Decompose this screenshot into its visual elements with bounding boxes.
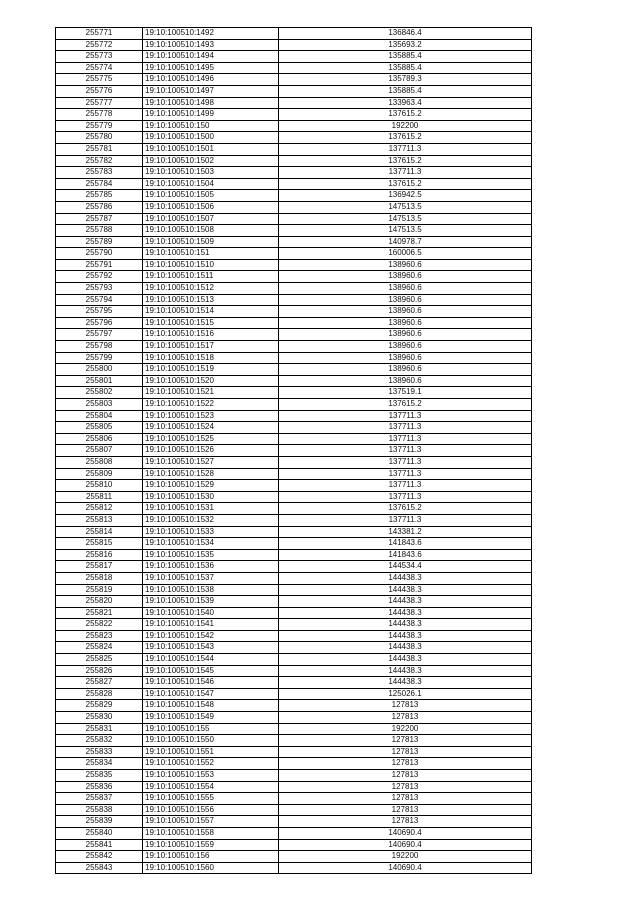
table-row xyxy=(56,851,532,863)
row-id-cell: 255791 xyxy=(56,259,143,271)
cadastral-number-cell: 19:10:100510:1509 xyxy=(143,236,279,248)
table-row xyxy=(56,213,532,225)
value-cell: 137615.2 xyxy=(279,109,532,121)
value-cell: 137711.3 xyxy=(279,422,532,434)
cadastral-number-cell: 19:10:100510:1516 xyxy=(143,329,279,341)
row-id-cell: 255810 xyxy=(56,480,143,492)
cadastral-number-cell: 19:10:100510:1492 xyxy=(143,28,279,40)
value-cell: 144438.3 xyxy=(279,607,532,619)
value-cell: 141843.6 xyxy=(279,538,532,550)
value-cell: 144438.3 xyxy=(279,619,532,631)
cadastral-number-cell: 19:10:100510:1504 xyxy=(143,178,279,190)
table-row xyxy=(56,480,532,492)
value-cell: 192200 xyxy=(279,120,532,132)
cadastral-number-cell: 19:10:100510:1495 xyxy=(143,62,279,74)
cadastral-number-cell: 19:10:100510:1555 xyxy=(143,793,279,805)
row-id-cell: 255827 xyxy=(56,677,143,689)
cadastral-number-cell: 19:10:100510:1501 xyxy=(143,143,279,155)
table-row xyxy=(56,735,532,747)
value-cell: 127813 xyxy=(279,781,532,793)
cadastral-number-cell: 19:10:100510:1521 xyxy=(143,387,279,399)
table-row xyxy=(56,225,532,237)
cadastral-number-cell: 19:10:100510:1503 xyxy=(143,167,279,179)
row-id-cell: 255801 xyxy=(56,375,143,387)
cadastral-number-cell: 19:10:100510:1536 xyxy=(143,561,279,573)
table-row xyxy=(56,39,532,51)
table-body xyxy=(56,28,532,874)
cadastral-number-cell: 19:10:100510:1533 xyxy=(143,526,279,538)
cadastral-number-cell: 19:10:100510:1499 xyxy=(143,109,279,121)
table-row xyxy=(56,294,532,306)
row-id-cell: 255813 xyxy=(56,514,143,526)
table-row xyxy=(56,410,532,422)
table-row xyxy=(56,607,532,619)
row-id-cell: 255788 xyxy=(56,225,143,237)
row-id-cell: 255795 xyxy=(56,306,143,318)
value-cell: 137615.2 xyxy=(279,155,532,167)
row-id-cell: 255832 xyxy=(56,735,143,747)
cadastral-number-cell: 19:10:100510:1500 xyxy=(143,132,279,144)
row-id-cell: 255820 xyxy=(56,596,143,608)
value-cell: 144534.4 xyxy=(279,561,532,573)
value-cell: 140690.4 xyxy=(279,827,532,839)
value-cell: 144438.3 xyxy=(279,630,532,642)
value-cell: 136942.5 xyxy=(279,190,532,202)
value-cell: 144438.3 xyxy=(279,642,532,654)
value-cell: 135885.4 xyxy=(279,51,532,63)
value-cell: 136846.4 xyxy=(279,28,532,40)
cadastral-number-cell: 19:10:100510:1497 xyxy=(143,85,279,97)
table-row xyxy=(56,596,532,608)
cadastral-number-cell: 19:10:100510:1537 xyxy=(143,572,279,584)
row-id-cell: 255819 xyxy=(56,584,143,596)
table-row xyxy=(56,51,532,63)
value-cell: 147513.5 xyxy=(279,213,532,225)
table-row xyxy=(56,456,532,468)
row-id-cell: 255838 xyxy=(56,804,143,816)
row-id-cell: 255787 xyxy=(56,213,143,225)
cadastral-number-cell: 19:10:100510:1518 xyxy=(143,352,279,364)
row-id-cell: 255790 xyxy=(56,248,143,260)
cadastral-number-cell: 19:10:100510:1496 xyxy=(143,74,279,86)
table-row xyxy=(56,630,532,642)
row-id-cell: 255786 xyxy=(56,201,143,213)
cadastral-number-cell: 19:10:100510:1549 xyxy=(143,712,279,724)
table-row xyxy=(56,793,532,805)
value-cell: 137615.2 xyxy=(279,503,532,515)
value-cell: 125026.1 xyxy=(279,688,532,700)
row-id-cell: 255809 xyxy=(56,468,143,480)
cadastral-number-cell: 19:10:100510:1539 xyxy=(143,596,279,608)
value-cell: 138960.6 xyxy=(279,375,532,387)
cadastral-number-cell: 19:10:100510:1560 xyxy=(143,862,279,874)
cadastral-number-cell: 19:10:100510:1498 xyxy=(143,97,279,109)
row-id-cell: 255836 xyxy=(56,781,143,793)
row-id-cell: 255830 xyxy=(56,712,143,724)
table-row xyxy=(56,665,532,677)
row-id-cell: 255782 xyxy=(56,155,143,167)
value-cell: 160006.5 xyxy=(279,248,532,260)
value-cell: 138960.6 xyxy=(279,317,532,329)
value-cell: 135885.4 xyxy=(279,85,532,97)
cadastral-number-cell: 19:10:100510:1546 xyxy=(143,677,279,689)
cadastral-number-cell: 19:10:100510:1507 xyxy=(143,213,279,225)
value-cell: 144438.3 xyxy=(279,572,532,584)
row-id-cell: 255776 xyxy=(56,85,143,97)
row-id-cell: 255805 xyxy=(56,422,143,434)
value-cell: 147513.5 xyxy=(279,225,532,237)
table-row xyxy=(56,688,532,700)
table-row xyxy=(56,62,532,74)
cadastral-number-cell: 19:10:100510:1493 xyxy=(143,39,279,51)
row-id-cell: 255806 xyxy=(56,433,143,445)
value-cell: 137615.2 xyxy=(279,178,532,190)
value-cell: 137711.3 xyxy=(279,491,532,503)
table-row xyxy=(56,781,532,793)
cadastral-number-cell: 19:10:100510:1525 xyxy=(143,433,279,445)
table-row xyxy=(56,677,532,689)
value-cell: 137711.3 xyxy=(279,480,532,492)
row-id-cell: 255817 xyxy=(56,561,143,573)
row-id-cell: 255814 xyxy=(56,526,143,538)
table-row xyxy=(56,723,532,735)
row-id-cell: 255775 xyxy=(56,74,143,86)
table-row xyxy=(56,155,532,167)
row-id-cell: 255839 xyxy=(56,816,143,828)
value-cell: 138960.6 xyxy=(279,329,532,341)
value-cell: 141843.6 xyxy=(279,549,532,561)
table-row xyxy=(56,190,532,202)
row-id-cell: 255777 xyxy=(56,97,143,109)
row-id-cell: 255822 xyxy=(56,619,143,631)
row-id-cell: 255772 xyxy=(56,39,143,51)
value-cell: 138960.6 xyxy=(279,271,532,283)
row-id-cell: 255831 xyxy=(56,723,143,735)
row-id-cell: 255771 xyxy=(56,28,143,40)
value-cell: 127813 xyxy=(279,735,532,747)
value-cell: 137711.3 xyxy=(279,514,532,526)
row-id-cell: 255825 xyxy=(56,654,143,666)
row-id-cell: 255798 xyxy=(56,341,143,353)
table-row xyxy=(56,839,532,851)
cadastral-number-cell: 19:10:100510:1523 xyxy=(143,410,279,422)
value-cell: 137615.2 xyxy=(279,132,532,144)
row-id-cell: 255778 xyxy=(56,109,143,121)
row-id-cell: 255789 xyxy=(56,236,143,248)
row-id-cell: 255803 xyxy=(56,399,143,411)
cadastral-number-cell: 19:10:100510:1515 xyxy=(143,317,279,329)
cadastral-number-cell: 19:10:100510:1544 xyxy=(143,654,279,666)
row-id-cell: 255794 xyxy=(56,294,143,306)
row-id-cell: 255829 xyxy=(56,700,143,712)
value-cell: 138960.6 xyxy=(279,283,532,295)
table-row xyxy=(56,259,532,271)
table-row xyxy=(56,549,532,561)
row-id-cell: 255841 xyxy=(56,839,143,851)
value-cell: 127813 xyxy=(279,700,532,712)
value-cell: 192200 xyxy=(279,851,532,863)
cadastral-number-cell: 19:10:100510:1532 xyxy=(143,514,279,526)
table-row xyxy=(56,561,532,573)
table-row xyxy=(56,862,532,874)
row-id-cell: 255807 xyxy=(56,445,143,457)
cadastral-number-cell: 19:10:100510:1558 xyxy=(143,827,279,839)
table-row xyxy=(56,283,532,295)
row-id-cell: 255785 xyxy=(56,190,143,202)
table-row xyxy=(56,712,532,724)
value-cell: 137711.3 xyxy=(279,468,532,480)
row-id-cell: 255804 xyxy=(56,410,143,422)
value-cell: 137711.3 xyxy=(279,433,532,445)
row-id-cell: 255824 xyxy=(56,642,143,654)
cadastral-number-cell: 19:10:100510:1542 xyxy=(143,630,279,642)
table-row xyxy=(56,746,532,758)
table-row xyxy=(56,329,532,341)
row-id-cell: 255792 xyxy=(56,271,143,283)
cadastral-number-cell: 19:10:100510:1545 xyxy=(143,665,279,677)
cadastral-number-cell: 19:10:100510:1556 xyxy=(143,804,279,816)
value-cell: 137711.3 xyxy=(279,410,532,422)
cadastral-number-cell: 19:10:100510:1531 xyxy=(143,503,279,515)
cadastral-number-cell: 19:10:100510:1512 xyxy=(143,283,279,295)
table-row xyxy=(56,109,532,121)
cadastral-number-cell: 19:10:100510:1519 xyxy=(143,364,279,376)
table-row xyxy=(56,491,532,503)
cadastral-number-cell: 19:10:100510:156 xyxy=(143,851,279,863)
row-id-cell: 255797 xyxy=(56,329,143,341)
value-cell: 127813 xyxy=(279,816,532,828)
cadastral-number-cell: 19:10:100510:1553 xyxy=(143,770,279,782)
cadastral-number-cell: 19:10:100510:1552 xyxy=(143,758,279,770)
row-id-cell: 255818 xyxy=(56,572,143,584)
table-row xyxy=(56,619,532,631)
value-cell: 144438.3 xyxy=(279,665,532,677)
table-row xyxy=(56,642,532,654)
row-id-cell: 255840 xyxy=(56,827,143,839)
table-row xyxy=(56,387,532,399)
row-id-cell: 255826 xyxy=(56,665,143,677)
value-cell: 135885.4 xyxy=(279,62,532,74)
row-id-cell: 255842 xyxy=(56,851,143,863)
value-cell: 138960.6 xyxy=(279,259,532,271)
table-row xyxy=(56,538,532,550)
value-cell: 138960.6 xyxy=(279,294,532,306)
cadastral-number-cell: 19:10:100510:1511 xyxy=(143,271,279,283)
value-cell: 127813 xyxy=(279,758,532,770)
table-row xyxy=(56,654,532,666)
value-cell: 140690.4 xyxy=(279,839,532,851)
cadastral-number-cell: 19:10:100510:1543 xyxy=(143,642,279,654)
cadastral-number-cell: 19:10:100510:1528 xyxy=(143,468,279,480)
value-cell: 137711.3 xyxy=(279,445,532,457)
row-id-cell: 255800 xyxy=(56,364,143,376)
cadastral-number-cell: 19:10:100510:1506 xyxy=(143,201,279,213)
value-cell: 137519.1 xyxy=(279,387,532,399)
cadastral-number-cell: 19:10:100510:1534 xyxy=(143,538,279,550)
cadastral-number-cell: 19:10:100510:1530 xyxy=(143,491,279,503)
row-id-cell: 255834 xyxy=(56,758,143,770)
value-cell: 127813 xyxy=(279,770,532,782)
value-cell: 135693.2 xyxy=(279,39,532,51)
cadastral-number-cell: 19:10:100510:1529 xyxy=(143,480,279,492)
cadastral-number-cell: 19:10:100510:1548 xyxy=(143,700,279,712)
cadastral-number-cell: 19:10:100510:1522 xyxy=(143,399,279,411)
value-cell: 138960.6 xyxy=(279,352,532,364)
table-row xyxy=(56,120,532,132)
value-cell: 144438.3 xyxy=(279,654,532,666)
table-row xyxy=(56,28,532,40)
row-id-cell: 255799 xyxy=(56,352,143,364)
table-row xyxy=(56,97,532,109)
value-cell: 192200 xyxy=(279,723,532,735)
table-row xyxy=(56,804,532,816)
value-cell: 143381.2 xyxy=(279,526,532,538)
cadastral-number-cell: 19:10:100510:1502 xyxy=(143,155,279,167)
value-cell: 137615.2 xyxy=(279,399,532,411)
table-row xyxy=(56,201,532,213)
cadastral-number-cell: 19:10:100510:1494 xyxy=(143,51,279,63)
value-cell: 140978.7 xyxy=(279,236,532,248)
table-row xyxy=(56,178,532,190)
value-cell: 127813 xyxy=(279,804,532,816)
row-id-cell: 255784 xyxy=(56,178,143,190)
table-row xyxy=(56,132,532,144)
cadastral-number-cell: 19:10:100510:1527 xyxy=(143,456,279,468)
row-id-cell: 255837 xyxy=(56,793,143,805)
table-row xyxy=(56,827,532,839)
cadastral-number-cell: 19:10:100510:1538 xyxy=(143,584,279,596)
table-row xyxy=(56,584,532,596)
cadastral-number-cell: 19:10:100510:1551 xyxy=(143,746,279,758)
value-cell: 138960.6 xyxy=(279,341,532,353)
row-id-cell: 255815 xyxy=(56,538,143,550)
value-cell: 127813 xyxy=(279,793,532,805)
row-id-cell: 255793 xyxy=(56,283,143,295)
value-cell: 144438.3 xyxy=(279,677,532,689)
table-row xyxy=(56,468,532,480)
table-row xyxy=(56,700,532,712)
cadastral-number-cell: 19:10:100510:1520 xyxy=(143,375,279,387)
table-row xyxy=(56,399,532,411)
row-id-cell: 255823 xyxy=(56,630,143,642)
table-row xyxy=(56,503,532,515)
row-id-cell: 255833 xyxy=(56,746,143,758)
table-row xyxy=(56,770,532,782)
cadastral-number-cell: 19:10:100510:1513 xyxy=(143,294,279,306)
table-row xyxy=(56,526,532,538)
cadastral-number-cell: 19:10:100510:1541 xyxy=(143,619,279,631)
cadastral-number-cell: 19:10:100510:1514 xyxy=(143,306,279,318)
row-id-cell: 255783 xyxy=(56,167,143,179)
cadastral-number-cell: 19:10:100510:155 xyxy=(143,723,279,735)
cadastral-number-cell: 19:10:100510:1557 xyxy=(143,816,279,828)
row-id-cell: 255773 xyxy=(56,51,143,63)
value-cell: 140690.4 xyxy=(279,862,532,874)
row-id-cell: 255780 xyxy=(56,132,143,144)
value-cell: 137711.3 xyxy=(279,456,532,468)
row-id-cell: 255796 xyxy=(56,317,143,329)
table-row xyxy=(56,85,532,97)
value-cell: 135789.3 xyxy=(279,74,532,86)
table-row xyxy=(56,271,532,283)
table-row xyxy=(56,422,532,434)
row-id-cell: 255811 xyxy=(56,491,143,503)
row-id-cell: 255821 xyxy=(56,607,143,619)
cadastral-number-cell: 19:10:100510:150 xyxy=(143,120,279,132)
cadastral-number-cell: 19:10:100510:1559 xyxy=(143,839,279,851)
cadastral-number-cell: 19:10:100510:1505 xyxy=(143,190,279,202)
row-id-cell: 255802 xyxy=(56,387,143,399)
table-row xyxy=(56,433,532,445)
value-cell: 133963.4 xyxy=(279,97,532,109)
table-row xyxy=(56,341,532,353)
cadastral-number-cell: 19:10:100510:1526 xyxy=(143,445,279,457)
table-row xyxy=(56,364,532,376)
cadastral-number-cell: 19:10:100510:1554 xyxy=(143,781,279,793)
cadastral-number-cell: 19:10:100510:1550 xyxy=(143,735,279,747)
value-cell: 137711.3 xyxy=(279,167,532,179)
value-cell: 127813 xyxy=(279,712,532,724)
table-row xyxy=(56,816,532,828)
cadastral-number-cell: 19:10:100510:1510 xyxy=(143,259,279,271)
table-row xyxy=(56,758,532,770)
table-row xyxy=(56,572,532,584)
row-id-cell: 255774 xyxy=(56,62,143,74)
value-cell: 138960.6 xyxy=(279,364,532,376)
row-id-cell: 255835 xyxy=(56,770,143,782)
row-id-cell: 255781 xyxy=(56,143,143,155)
table-row xyxy=(56,352,532,364)
table-row xyxy=(56,248,532,260)
table-row xyxy=(56,236,532,248)
row-id-cell: 255828 xyxy=(56,688,143,700)
cadastral-number-cell: 19:10:100510:1508 xyxy=(143,225,279,237)
row-id-cell: 255808 xyxy=(56,456,143,468)
value-cell: 144438.3 xyxy=(279,584,532,596)
table-row xyxy=(56,317,532,329)
cadastral-number-cell: 19:10:100510:1535 xyxy=(143,549,279,561)
value-cell: 138960.6 xyxy=(279,306,532,318)
row-id-cell: 255812 xyxy=(56,503,143,515)
row-id-cell: 255816 xyxy=(56,549,143,561)
table-row xyxy=(56,375,532,387)
cadastral-number-cell: 19:10:100510:1547 xyxy=(143,688,279,700)
cadastral-number-cell: 19:10:100510:1540 xyxy=(143,607,279,619)
cadastral-number-cell: 19:10:100510:151 xyxy=(143,248,279,260)
table-row xyxy=(56,445,532,457)
table-row xyxy=(56,514,532,526)
value-cell: 127813 xyxy=(279,746,532,758)
row-id-cell: 255779 xyxy=(56,120,143,132)
row-id-cell: 255843 xyxy=(56,862,143,874)
cadastral-number-cell: 19:10:100510:1517 xyxy=(143,341,279,353)
value-cell: 147513.5 xyxy=(279,201,532,213)
data-table xyxy=(55,27,532,874)
table-row xyxy=(56,306,532,318)
table-row xyxy=(56,74,532,86)
value-cell: 144438.3 xyxy=(279,596,532,608)
cadastral-number-cell: 19:10:100510:1524 xyxy=(143,422,279,434)
value-cell: 137711.3 xyxy=(279,143,532,155)
table-row xyxy=(56,143,532,155)
table-row xyxy=(56,167,532,179)
